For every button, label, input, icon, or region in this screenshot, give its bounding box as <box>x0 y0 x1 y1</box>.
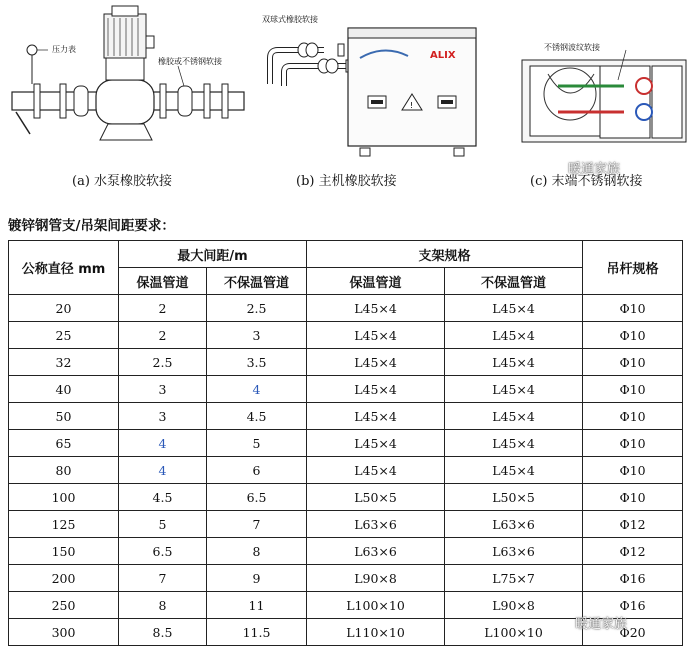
cell: 4 <box>119 430 207 457</box>
cell: 2.5 <box>119 349 207 376</box>
brand-logo: ALIX <box>430 50 456 61</box>
cell: 65 <box>9 430 119 457</box>
header-max-spacing: 最大间距/m <box>119 241 307 268</box>
cell: 32 <box>9 349 119 376</box>
cell: L100×10 <box>445 619 583 646</box>
cell: Φ10 <box>583 295 683 322</box>
cell: 4 <box>119 457 207 484</box>
table-row <box>9 538 683 565</box>
cell: 125 <box>9 511 119 538</box>
cell: 200 <box>9 565 119 592</box>
label-pressure-gauge: 压力表 <box>52 45 76 54</box>
cell: Φ10 <box>583 430 683 457</box>
section-heading: 镀锌钢管支/吊架间距要求： <box>8 218 175 234</box>
cell: L45×4 <box>307 376 445 403</box>
svg-text:!: ! <box>410 101 414 110</box>
cell: 2 <box>119 295 207 322</box>
cell: Φ12 <box>583 511 683 538</box>
cell: L45×4 <box>445 322 583 349</box>
cell: Φ10 <box>583 322 683 349</box>
caption-b: (b) 主机橡胶软接 <box>296 174 397 189</box>
cell: L45×4 <box>307 403 445 430</box>
cell: L45×4 <box>307 349 445 376</box>
watermark-bottom: 暖通家族 <box>575 617 628 632</box>
header-non-insulated: 不保温管道 <box>207 268 307 295</box>
cell: 6.5 <box>207 484 307 511</box>
table-row <box>9 457 683 484</box>
cell: 100 <box>9 484 119 511</box>
cell: 8 <box>119 592 207 619</box>
header-diameter: 公称直径 mm <box>9 241 119 295</box>
figure-pump <box>8 0 248 165</box>
cell: L45×4 <box>307 430 445 457</box>
header-support-spec: 支架规格 <box>307 241 583 268</box>
cell: 8 <box>207 538 307 565</box>
cell: Φ10 <box>583 457 683 484</box>
watermark-top: 暖通家族 <box>568 162 621 177</box>
cell: 2 <box>119 322 207 349</box>
table-row <box>9 565 683 592</box>
cell: L100×10 <box>307 592 445 619</box>
cell: L45×4 <box>445 295 583 322</box>
cell: L45×4 <box>307 322 445 349</box>
cell: 11.5 <box>207 619 307 646</box>
cell: 20 <box>9 295 119 322</box>
cell: 6 <box>207 457 307 484</box>
cell: Φ10 <box>583 484 683 511</box>
cell: L90×8 <box>445 592 583 619</box>
figure-terminal <box>514 0 694 165</box>
cell: L63×6 <box>445 511 583 538</box>
cell: 4.5 <box>119 484 207 511</box>
cell: Φ10 <box>583 349 683 376</box>
label-chiller-joint: 双球式橡胶软接 <box>262 15 318 24</box>
cell: 50 <box>9 403 119 430</box>
pump-drawing <box>8 0 248 165</box>
cell: 8.5 <box>119 619 207 646</box>
cell: Φ10 <box>583 403 683 430</box>
table-row <box>9 322 683 349</box>
cell: 3 <box>207 322 307 349</box>
cell: 7 <box>207 511 307 538</box>
figure-chiller <box>244 0 494 165</box>
caption-c: (c) 末端不锈钢软接 <box>530 174 643 189</box>
cell: L63×6 <box>307 511 445 538</box>
cell: 5 <box>119 511 207 538</box>
cell: 5 <box>207 430 307 457</box>
cell: Φ16 <box>583 565 683 592</box>
cell: L50×5 <box>445 484 583 511</box>
cell: Φ10 <box>583 376 683 403</box>
table-row <box>9 484 683 511</box>
cell: 80 <box>9 457 119 484</box>
cell: Φ16 <box>583 592 683 619</box>
header-support-insulated: 保温管道 <box>307 268 445 295</box>
table-row <box>9 295 683 322</box>
cell: Φ12 <box>583 538 683 565</box>
cell: L63×6 <box>307 538 445 565</box>
cell: 300 <box>9 619 119 646</box>
cell: 150 <box>9 538 119 565</box>
label-pump-joint: 橡胶或不锈钢软接 <box>158 57 222 66</box>
cell: 4.5 <box>207 403 307 430</box>
cell: 9 <box>207 565 307 592</box>
cell: 40 <box>9 376 119 403</box>
header-hanger: 吊杆规格 <box>583 241 683 295</box>
header-support-non-insulated: 不保温管道 <box>445 268 583 295</box>
cell: L45×4 <box>445 376 583 403</box>
caption-a: (a) 水泵橡胶软接 <box>72 174 173 189</box>
cell: L45×4 <box>307 457 445 484</box>
spacing-table <box>8 240 683 646</box>
cell: L45×4 <box>307 295 445 322</box>
cell: 6.5 <box>119 538 207 565</box>
cell: Φ20 <box>583 619 683 646</box>
terminal-drawing <box>514 0 694 165</box>
cell: L75×7 <box>445 565 583 592</box>
table-row <box>9 511 683 538</box>
table-row <box>9 349 683 376</box>
cell: L50×5 <box>307 484 445 511</box>
cell: 25 <box>9 322 119 349</box>
cell: L45×4 <box>445 430 583 457</box>
cell: 2.5 <box>207 295 307 322</box>
cell: 250 <box>9 592 119 619</box>
label-terminal-joint: 不锈钢波纹软接 <box>544 43 600 52</box>
table-row <box>9 430 683 457</box>
cell: L45×4 <box>445 457 583 484</box>
cell: 4 <box>207 376 307 403</box>
cell: L63×6 <box>445 538 583 565</box>
header-insulated: 保温管道 <box>119 268 207 295</box>
cell: 3 <box>119 403 207 430</box>
table-row <box>9 403 683 430</box>
table-row <box>9 376 683 403</box>
cell: 11 <box>207 592 307 619</box>
cell: 3.5 <box>207 349 307 376</box>
cell: 7 <box>119 565 207 592</box>
cell: L90×8 <box>307 565 445 592</box>
cell: L45×4 <box>445 349 583 376</box>
cell: L45×4 <box>445 403 583 430</box>
cell: L110×10 <box>307 619 445 646</box>
cell: 3 <box>119 376 207 403</box>
